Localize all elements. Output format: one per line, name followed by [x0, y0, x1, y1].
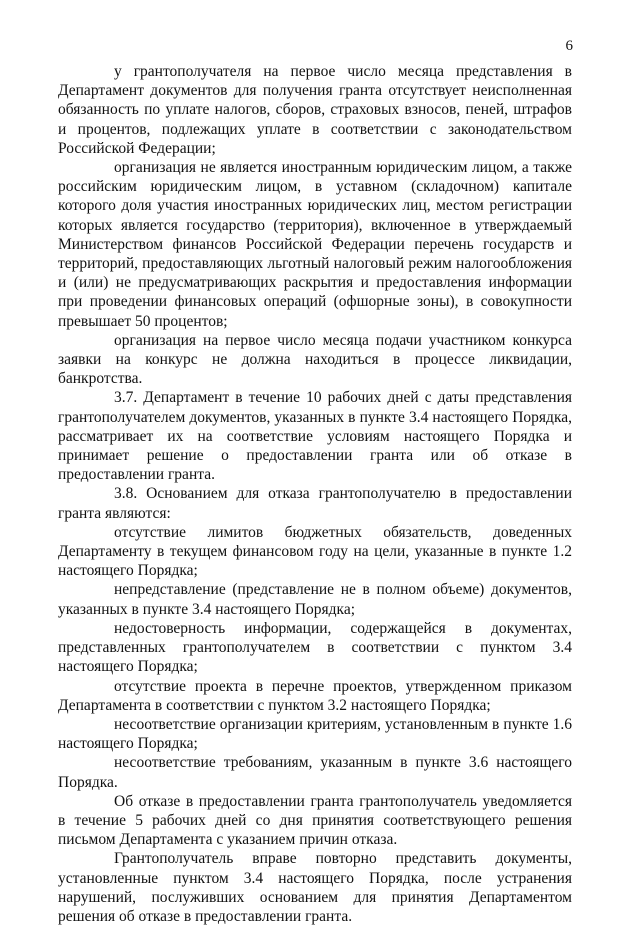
paragraph: 3.8. Основанием для отказа грантополучателю в предоставлении гранта являются: [58, 485, 572, 522]
paragraph: 3.7. Департамент в течение 10 рабочих дней с даты представления грантополучателем документов, указанных в пункте 3.4 настоящего Порядка, рассматривает их на соответствие условиям настоящего Порядка и принимает решение о предоставлении гранта или об отказе в предоставлении гранта. [58, 389, 572, 484]
paragraph: Грантополучатель вправе повторно представить документы, установленные пунктом 3.4 настоящего Порядка, после устранения нарушений, послуживших основанием для принятия Департаментом решения об отказе в предоставлении гранта. [58, 850, 572, 925]
paragraph: Об отказе в предоставлении гранта грантополучатель уведомляется в течение 5 рабочих дней со дня принятия соответствующего решения письмом Департамента с указанием причин отказа. [58, 792, 572, 849]
paragraph: несоответствие требованиям, указанным в пункте 3.6 настоящего Порядка. [58, 754, 572, 791]
document-body [58, 62, 572, 926]
paragraph: организация на первое число месяца подачи участником конкурса заявки на конкурс не должна находиться в процессе ликвидации, банкротства. [58, 331, 572, 388]
paragraph: непредставление (представление не в полном объеме) документов, указанных в пункте 3.4 настоящего Порядка; [58, 581, 572, 618]
paragraph: отсутствие проекта в перечне проектов, утвержденном приказом Департамента в соответствии с пунктом 3.2 настоящего Порядка; [58, 677, 572, 714]
paragraph: несоответствие организации критериям, установленным в пункте 1.6 настоящего Порядка; [58, 715, 572, 753]
paragraph: у грантополучателя на первое число месяца представления в Департамент документов для получения гранта отсутствует неисполненная обязанность по уплате налогов, сборов, страховых взносов, пеней, штрафов и процентов, подлежащих уплате в соответствии с законодательством Российской Федерации; [58, 63, 572, 157]
paragraph: отсутствие лимитов бюджетных обязательств, доведенных Департаменту в текущем финансовом году на цели, указанные в пункте 1.2 настоящего Порядка; [58, 523, 572, 580]
page-number: 6 [565, 38, 573, 54]
paragraph: недостоверность информации, содержащейся в документах, представленных грантополучателем в соответствии с пунктом 3.4 настоящего Порядка; [58, 619, 572, 676]
paragraph: организация не является иностранным юридическим лицом, а также российским юридическим лицом, в уставном (складочном) капитале которого доля участия иностранных юридических лиц, местом регистрации которых является государство (территория), включенное в утверждаемый Министерством финансов Российской Федерации перечень государств и территорий, предоставляющих льготный налоговый режим налогообложения и (или) не предусматривающих раскрытия и предоставления информации при проведении финансовых операций (офшорные зоны), в совокупности превышает 50 процентов; [58, 159, 572, 330]
